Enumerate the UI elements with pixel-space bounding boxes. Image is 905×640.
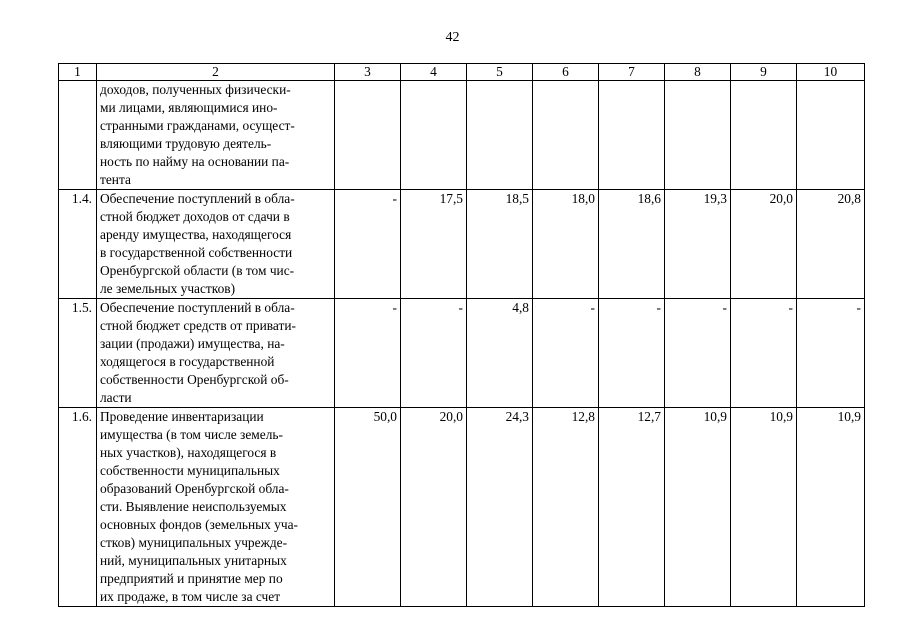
description-line: аренду имущества, находящегося bbox=[100, 227, 292, 242]
description-line: странными гражданами, осущест- bbox=[100, 118, 295, 133]
description-line: тента bbox=[100, 172, 131, 187]
value-cell: 17,5 bbox=[401, 190, 467, 299]
header-cell: 8 bbox=[665, 64, 731, 81]
description-line: Оренбургской области (в том чис- bbox=[100, 263, 295, 278]
description-line: в государственной собственности bbox=[100, 245, 293, 260]
row-index: 1.5. bbox=[59, 299, 97, 408]
value-cell: 4,8 bbox=[467, 299, 533, 408]
description-line: стной бюджет средств от привати- bbox=[100, 318, 296, 333]
value-cell: - bbox=[335, 299, 401, 408]
value-cell: - bbox=[599, 299, 665, 408]
value-cell bbox=[401, 81, 467, 190]
budget-table bbox=[58, 63, 865, 607]
description-line: ность по найму на основании па- bbox=[100, 154, 290, 169]
header-cell: 9 bbox=[731, 64, 797, 81]
description-line: ных участков), находящегося в bbox=[100, 445, 277, 460]
value-cell: 10,9 bbox=[731, 408, 797, 607]
value-cell bbox=[665, 81, 731, 190]
header-cell: 3 bbox=[335, 64, 401, 81]
value-cell: 20,0 bbox=[731, 190, 797, 299]
table-row bbox=[59, 81, 865, 190]
row-description bbox=[97, 408, 335, 607]
value-cell: 18,5 bbox=[467, 190, 533, 299]
value-cell bbox=[731, 81, 797, 190]
value-cell: 20,0 bbox=[401, 408, 467, 607]
row-description bbox=[97, 190, 335, 299]
value-cell bbox=[467, 81, 533, 190]
description-line: ми лицами, являющимися ино- bbox=[100, 100, 278, 115]
description-line: Обеспечение поступлений в обла- bbox=[100, 191, 295, 206]
header-cell: 7 bbox=[599, 64, 665, 81]
value-cell: 10,9 bbox=[665, 408, 731, 607]
value-cell bbox=[335, 81, 401, 190]
header-cell: 6 bbox=[533, 64, 599, 81]
description-line: предприятий и принятие мер по bbox=[100, 571, 283, 586]
description-line: их продаже, в том числе за счет bbox=[100, 589, 281, 604]
value-cell: 18,0 bbox=[533, 190, 599, 299]
header-cell: 5 bbox=[467, 64, 533, 81]
description-line: ласти bbox=[100, 390, 132, 405]
page-number: 42 bbox=[445, 30, 460, 45]
value-cell: 12,7 bbox=[599, 408, 665, 607]
value-cell: - bbox=[401, 299, 467, 408]
row-index: 1.6. bbox=[59, 408, 97, 607]
description-line: Проведение инвентаризации bbox=[100, 409, 264, 424]
value-cell bbox=[533, 81, 599, 190]
description-line: доходов, полученных физически- bbox=[100, 82, 291, 97]
value-cell: - bbox=[797, 299, 865, 408]
row-description bbox=[97, 299, 335, 408]
header-cell: 4 bbox=[401, 64, 467, 81]
description-line: сти. Выявление неиспользуемых bbox=[100, 499, 287, 514]
description-line: ходящегося в государственной bbox=[100, 354, 275, 369]
header-cell: 10 bbox=[797, 64, 865, 81]
header-row bbox=[59, 64, 865, 81]
table-row bbox=[59, 408, 865, 607]
value-cell: - bbox=[665, 299, 731, 408]
value-cell bbox=[797, 81, 865, 190]
header-cell: 1 bbox=[59, 64, 97, 81]
value-cell: 10,9 bbox=[797, 408, 865, 607]
description-line: ле земельных участков) bbox=[100, 281, 236, 296]
value-cell: 20,8 bbox=[797, 190, 865, 299]
description-line: стной бюджет доходов от сдачи в bbox=[100, 209, 290, 224]
value-cell: - bbox=[731, 299, 797, 408]
value-cell: 18,6 bbox=[599, 190, 665, 299]
table-row bbox=[59, 190, 865, 299]
row-index: 1.4. bbox=[59, 190, 97, 299]
description-line: имущества (в том числе земель- bbox=[100, 427, 283, 442]
table-row bbox=[59, 299, 865, 408]
description-line: Обеспечение поступлений в обла- bbox=[100, 300, 295, 315]
description-line: стков) муниципальных учрежде- bbox=[100, 535, 288, 550]
row-description bbox=[97, 81, 335, 190]
description-line: ний, муниципальных унитарных bbox=[100, 553, 287, 568]
value-cell: - bbox=[335, 190, 401, 299]
value-cell: 19,3 bbox=[665, 190, 731, 299]
value-cell bbox=[599, 81, 665, 190]
header-cell: 2 bbox=[97, 64, 335, 81]
value-cell: 24,3 bbox=[467, 408, 533, 607]
value-cell: 50,0 bbox=[335, 408, 401, 607]
description-line: зации (продажи) имущества, на- bbox=[100, 336, 285, 351]
description-line: собственности муниципальных bbox=[100, 463, 280, 478]
description-line: собственности Оренбургской об- bbox=[100, 372, 289, 387]
description-line: образований Оренбургской обла- bbox=[100, 481, 289, 496]
value-cell: 12,8 bbox=[533, 408, 599, 607]
value-cell: - bbox=[533, 299, 599, 408]
description-line: вляющими трудовую деятель- bbox=[100, 136, 272, 151]
description-line: основных фондов (земельных уча- bbox=[100, 517, 299, 532]
row-index bbox=[59, 81, 97, 190]
